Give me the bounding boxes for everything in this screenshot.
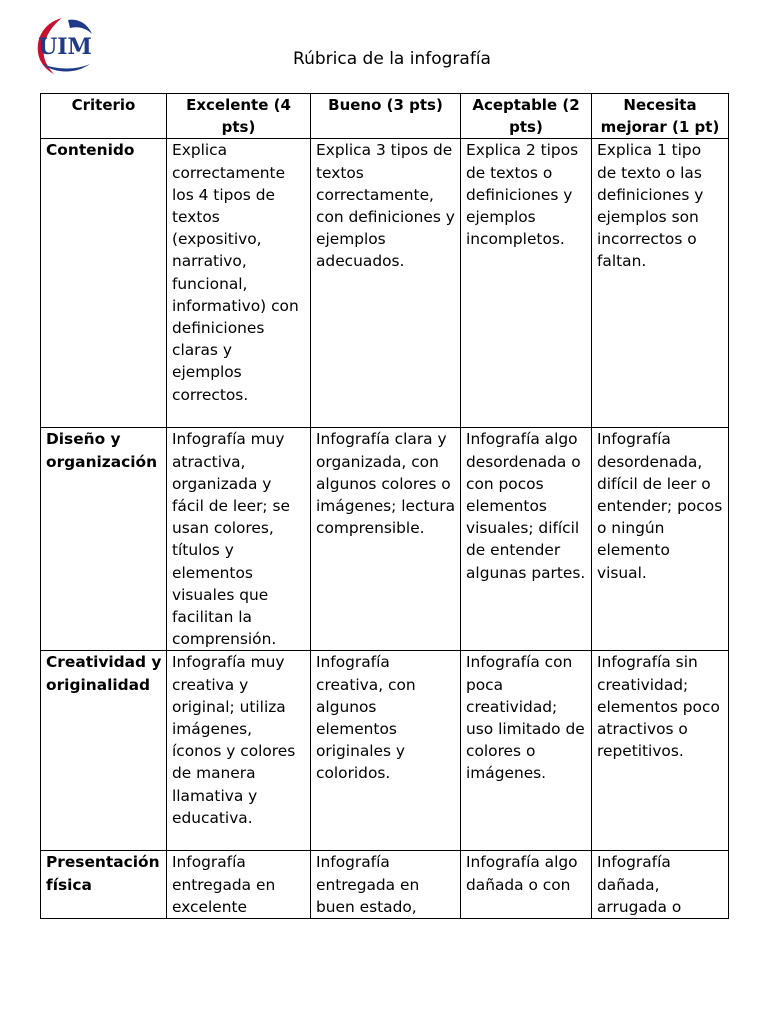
table-cell: Infografía algo desordenada o con pocos elementos visuales; difícil de entender algunas partes. bbox=[461, 428, 592, 651]
table-cell: Infografía con poca creatividad; uso limitado de colores o imágenes. bbox=[461, 651, 592, 851]
table-cell: Infografía desordenada, difícil de leer o entender; pocos o ningún elemento visual. bbox=[592, 428, 729, 651]
header-necesita-mejorar: Necesita mejorar (1 pt) bbox=[592, 94, 729, 139]
header-excelente: Excelente (4 pts) bbox=[167, 94, 311, 139]
table-header-row bbox=[41, 94, 729, 139]
header-aceptable: Aceptable (2 pts) bbox=[461, 94, 592, 139]
document-title: Rúbrica de la infografía bbox=[293, 49, 491, 69]
table-row bbox=[41, 851, 729, 919]
table-row bbox=[41, 651, 729, 851]
table-cell: Infografía muy atractiva, organizada y fácil de leer; se usan colores, títulos y elementos visuales que facilitan la comprensión. bbox=[167, 428, 311, 651]
table-cell: Explica 1 tipo de texto o las definiciones y ejemplos son incorrectos o faltan. bbox=[592, 139, 729, 428]
logo-swoosh-blue bbox=[68, 20, 92, 34]
table-cell: Infografía creativa, con algunos elementos originales y coloridos. bbox=[311, 651, 461, 851]
table-cell: Infografía dañada, arrugada o bbox=[592, 851, 729, 919]
table-cell: Infografía sin creatividad; elementos poco atractivos o repetitivos. bbox=[592, 651, 729, 851]
criterion-cell: Creatividad y originalidad bbox=[41, 651, 167, 851]
table-cell: Explica correctamente los 4 tipos de textos (expositivo, narrativo, funcional, informativo) con definiciones claras y ejemplos correctos. bbox=[167, 139, 311, 428]
header-bueno: Bueno (3 pts) bbox=[311, 94, 461, 139]
header-criterio: Criterio bbox=[41, 94, 167, 139]
criterion-cell: Presentación física bbox=[41, 851, 167, 919]
rubric-table bbox=[40, 93, 729, 919]
table-cell: Infografía entregada en excelente bbox=[167, 851, 311, 919]
criterion-cell: Contenido bbox=[41, 139, 167, 428]
table-row bbox=[41, 139, 729, 428]
table-cell: Explica 2 tipos de textos o definiciones y ejemplos incompletos. bbox=[461, 139, 592, 428]
table-cell: Infografía entregada en buen estado, bbox=[311, 851, 461, 919]
table-cell: Infografía algo dañada o con bbox=[461, 851, 592, 919]
table-cell: Explica 3 tipos de textos correctamente, con definiciones y ejemplos adecuados. bbox=[311, 139, 461, 428]
table-cell: Infografía muy creativa y original; utiliza imágenes, íconos y colores de manera llamativa y educativa. bbox=[167, 651, 311, 851]
table-row bbox=[41, 428, 729, 651]
table-cell: Infografía clara y organizada, con algunos colores o imágenes; lectura comprensible. bbox=[311, 428, 461, 651]
criterion-cell: Diseño y organización bbox=[41, 428, 167, 651]
logo-text: UIM bbox=[38, 34, 92, 60]
